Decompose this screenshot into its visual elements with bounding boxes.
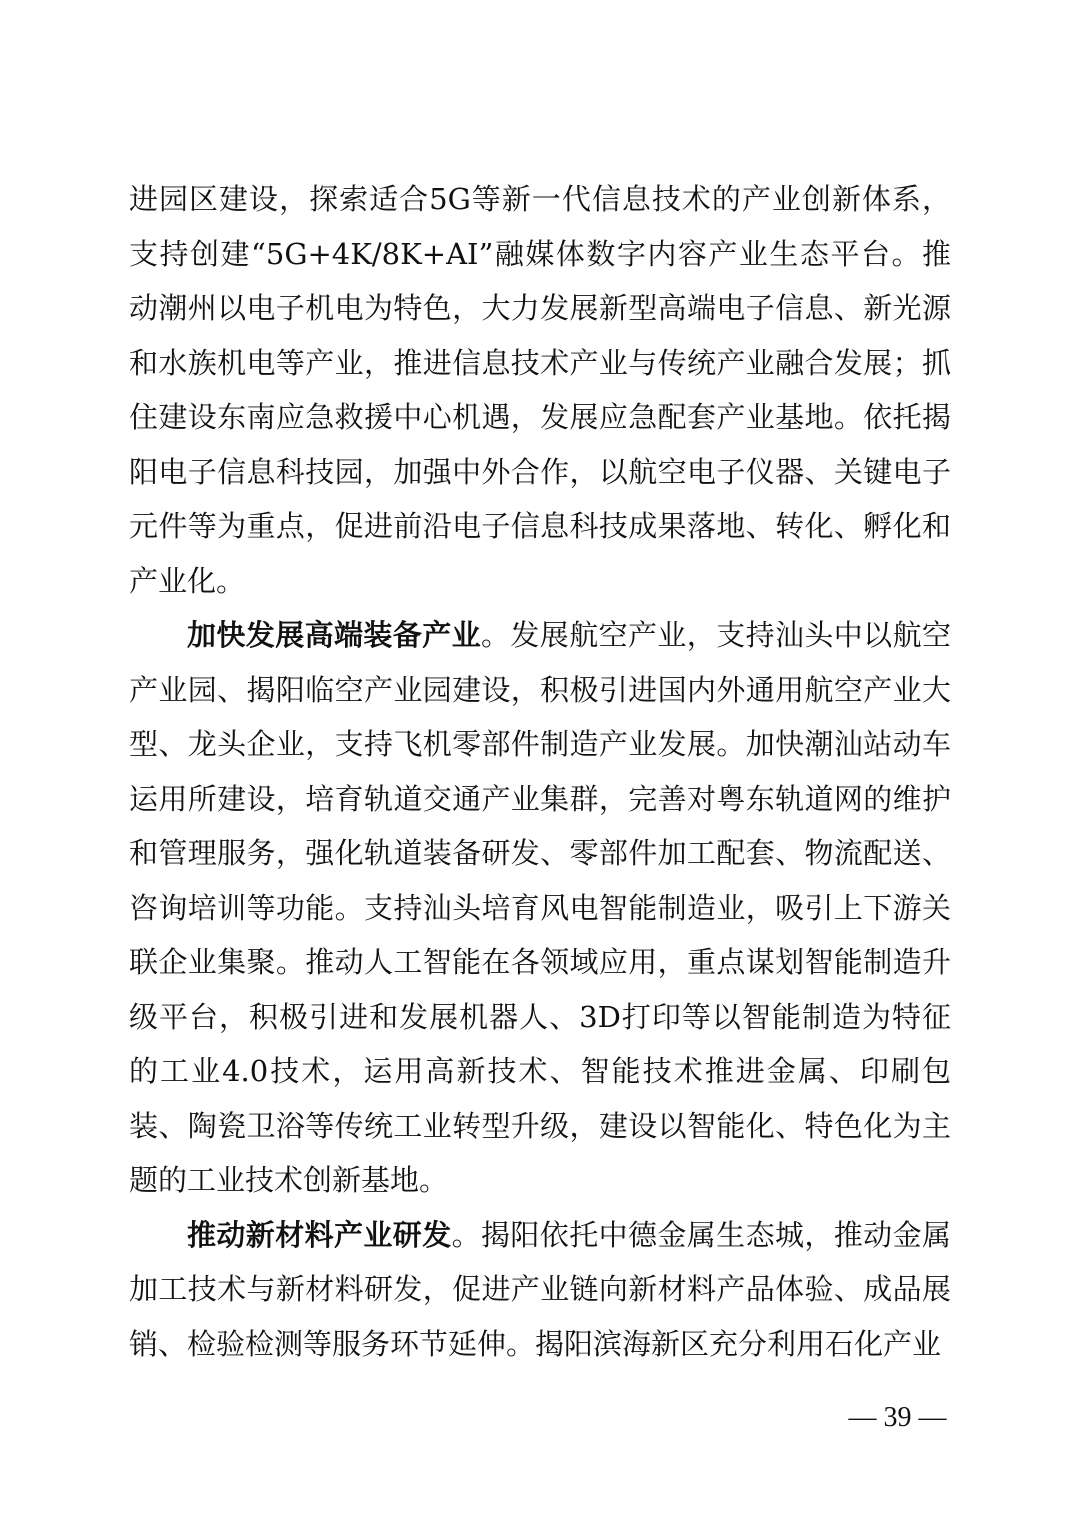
paragraph-electronic-info bbox=[129, 172, 951, 608]
paragraph-text: 进园区建设，探索适合5G等新一代信息技术的产业创新体系，支持创建“5G+4K/8K+AI”融媒体数字内容产业生态平台。推动潮州以电子机电为特色，大力发展新型高端电子信息、新光源和水族机电等产业，推进信息技术产业与传统产业融合发展；抓住建设东南应急救援中心机遇，发展应急配套产业基地。依托揭阳电子信息科技园，加强中外合作，以航空电子仪器、关键电子元件等为重点，促进前沿电子信息科技成果落地、转化、孵化和产业化。 bbox=[129, 182, 951, 598]
paragraph-high-end-equipment bbox=[129, 608, 951, 1208]
paragraph-heading: 加快发展高端装备产业 bbox=[187, 618, 481, 652]
body-text bbox=[129, 172, 951, 1371]
page-number: — 39 — bbox=[848, 1402, 947, 1433]
paragraph-new-materials bbox=[129, 1208, 951, 1372]
paragraph-text: 。揭阳依托中德金属生态城，推动金属加工技术与新材料研发，促进产业链向新材料产品体验、成品展销、检验检测等服务环节延伸。揭阳滨海新区充分利用石化产业 bbox=[129, 1217, 951, 1361]
paragraph-text: 。发展航空产业，支持汕头中以航空产业园、揭阳临空产业园建设，积极引进国内外通用航空产业大型、龙头企业，支持飞机零部件制造产业发展。加快潮汕站动车运用所建设，培育轨道交通产业集群，完善对粤东轨道网的维护和管理服务，强化轨道装备研发、零部件加工配套、物流配送、咨询培训等功能。支持汕头培育风电智能制造业，吸引上下游关联企业集聚。推动人工智能在各领域应用，重点谋划智能制造升级平台，积极引进和发展机器人、3D打印等以智能制造为特征的工业4.0技术，运用高新技术、智能技术推进金属、印刷包装、陶瓷卫浴等传统工业转型升级，建设以智能化、特色化为主题的工业技术创新基地。 bbox=[129, 618, 951, 1197]
paragraph-heading: 推动新材料产业研发 bbox=[187, 1217, 452, 1252]
